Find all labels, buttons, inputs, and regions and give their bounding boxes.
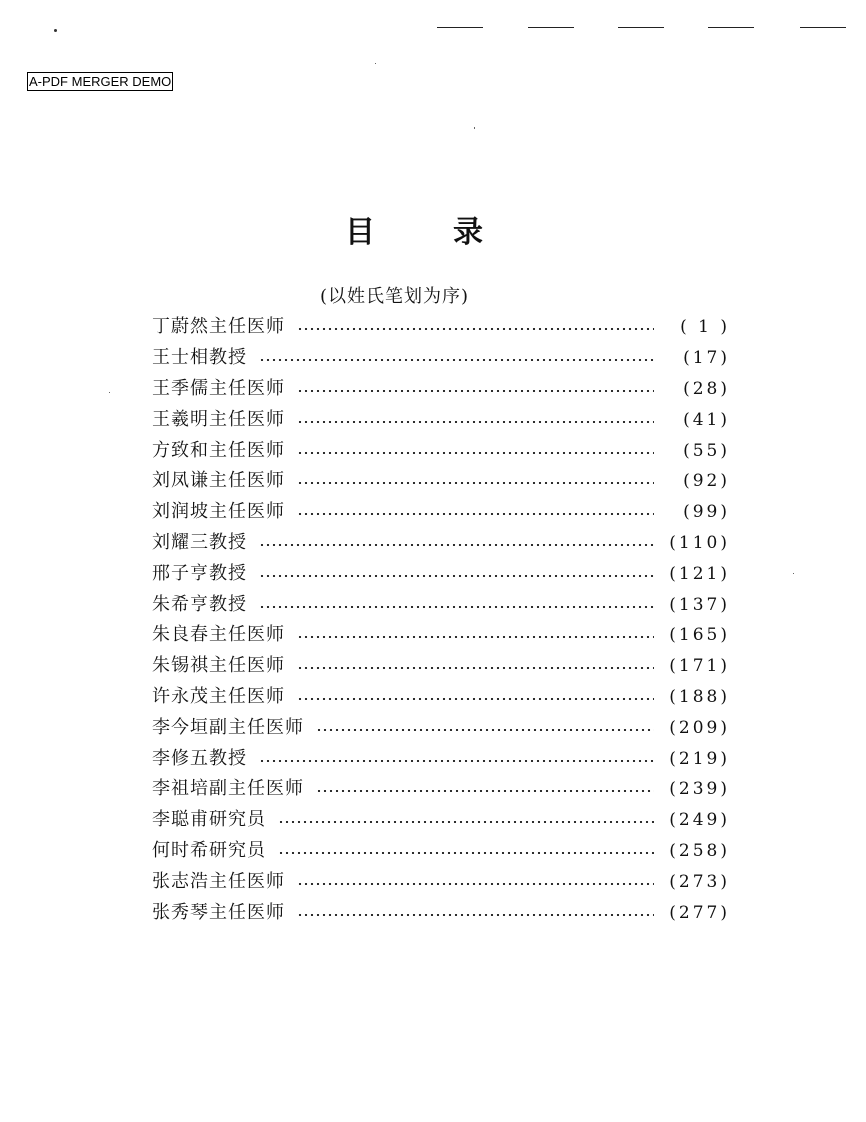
scan-speck — [54, 29, 57, 32]
toc-entry-name: 许永茂主任医师 — [152, 685, 285, 707]
toc-entry-page: ( 1 ) — [680, 317, 730, 338]
toc-entry-name: 邢子亨教授 — [152, 562, 247, 584]
toc-leader-dots — [259, 760, 654, 762]
toc-entry-page: (121) — [669, 563, 730, 584]
toc-entry[interactable] — [152, 589, 730, 620]
toc-entry-page: (165) — [669, 625, 730, 646]
toc-entry-name: 方致和主任医师 — [152, 439, 285, 461]
toc-entry[interactable] — [152, 435, 730, 466]
toc-entry-page: (277) — [669, 902, 730, 923]
toc-leader-dots — [297, 636, 654, 638]
toc-entry-name: 王羲明主任医师 — [152, 408, 285, 430]
toc-entry[interactable] — [152, 805, 730, 836]
toc-entry-name: 李修五教授 — [152, 747, 247, 769]
toc-entry-name: 丁蔚然主任医师 — [152, 316, 285, 338]
toc-entry-name: 朱良春主任医师 — [152, 624, 285, 646]
watermark-label: A-PDF MERGER DEMO — [29, 74, 172, 89]
toc-leader-dots — [259, 606, 654, 608]
table-of-contents — [152, 312, 730, 928]
toc-leader-dots — [297, 883, 654, 885]
toc-entry[interactable] — [152, 374, 730, 405]
toc-entry[interactable] — [152, 712, 730, 743]
toc-entry[interactable] — [152, 743, 730, 774]
scan-speck — [793, 573, 794, 574]
toc-entry[interactable] — [152, 620, 730, 651]
toc-entry-name: 朱锡祺主任医师 — [152, 655, 285, 677]
top-rule-1 — [437, 27, 483, 28]
toc-leader-dots — [297, 328, 654, 330]
toc-entry-name: 王季儒主任医师 — [152, 377, 285, 399]
toc-entry-page: (41) — [683, 409, 730, 430]
toc-entry[interactable] — [152, 866, 730, 897]
toc-entry-page: (55) — [683, 440, 730, 461]
top-rule-3 — [618, 27, 664, 28]
toc-leader-dots — [316, 729, 654, 731]
toc-entry-name: 张志浩主任医师 — [152, 870, 285, 892]
scan-speck — [474, 127, 475, 129]
toc-leader-dots — [297, 667, 654, 669]
toc-leader-dots — [297, 390, 654, 392]
toc-entry-name: 李今垣副主任医师 — [152, 716, 304, 738]
toc-entry-name: 刘凤谦主任医师 — [152, 470, 285, 492]
toc-entry[interactable] — [152, 466, 730, 497]
toc-entry[interactable] — [152, 651, 730, 682]
top-rule-4 — [708, 27, 754, 28]
page-title-right: 录 — [453, 215, 483, 250]
page-title — [343, 213, 493, 253]
toc-entry-page: (92) — [683, 471, 730, 492]
toc-entry-name: 何时希研究员 — [152, 839, 266, 861]
toc-entry[interactable] — [152, 497, 730, 528]
toc-entry-page: (249) — [669, 810, 730, 831]
toc-entry-name: 李聪甫研究员 — [152, 809, 266, 831]
toc-entry-page: (28) — [683, 378, 730, 399]
toc-entry-page: (99) — [683, 502, 730, 523]
scan-speck — [375, 63, 376, 64]
toc-entry[interactable] — [152, 312, 730, 343]
toc-leader-dots — [297, 513, 654, 515]
toc-entry[interactable] — [152, 836, 730, 867]
toc-entry-page: (110) — [669, 532, 730, 553]
toc-entry-page: (137) — [669, 594, 730, 615]
toc-leader-dots — [297, 698, 654, 700]
toc-entry-name: 刘润坡主任医师 — [152, 501, 285, 523]
toc-leader-dots — [297, 482, 654, 484]
toc-entry[interactable] — [152, 404, 730, 435]
toc-leader-dots — [259, 575, 654, 577]
toc-entry-name: 李祖培副主任医师 — [152, 778, 304, 800]
toc-leader-dots — [259, 544, 654, 546]
toc-entry-page: (171) — [669, 656, 730, 677]
toc-entry-page: (273) — [669, 871, 730, 892]
toc-entry-page: (188) — [669, 686, 730, 707]
toc-leader-dots — [297, 914, 654, 916]
toc-leader-dots — [278, 821, 654, 823]
toc-entry[interactable] — [152, 682, 730, 713]
toc-entry-name: 张秀琴主任医师 — [152, 901, 285, 923]
toc-leader-dots — [278, 852, 654, 854]
toc-leader-dots — [297, 421, 654, 423]
toc-entry[interactable] — [152, 897, 730, 928]
top-rule-5 — [800, 27, 846, 28]
toc-entry[interactable] — [152, 774, 730, 805]
toc-entry-page: (209) — [669, 717, 730, 738]
top-rule-2 — [528, 27, 574, 28]
toc-entry-page: (219) — [669, 748, 730, 769]
toc-entry-page: (17) — [683, 348, 730, 369]
toc-entry-page: (239) — [669, 779, 730, 800]
toc-entry-page: (258) — [669, 840, 730, 861]
toc-leader-dots — [316, 790, 654, 792]
toc-entry[interactable] — [152, 558, 730, 589]
page-title-left: 目 — [345, 215, 375, 250]
toc-entry-name: 刘耀三教授 — [152, 531, 247, 553]
page-subtitle: (以姓氏笔划为序) — [320, 286, 470, 307]
toc-entry[interactable] — [152, 528, 730, 559]
toc-entry-name: 朱希亨教授 — [152, 593, 247, 615]
toc-leader-dots — [297, 452, 654, 454]
toc-leader-dots — [259, 359, 654, 361]
toc-entry-name: 王士相教授 — [152, 347, 247, 369]
scan-speck — [109, 392, 110, 393]
toc-entry[interactable] — [152, 343, 730, 374]
